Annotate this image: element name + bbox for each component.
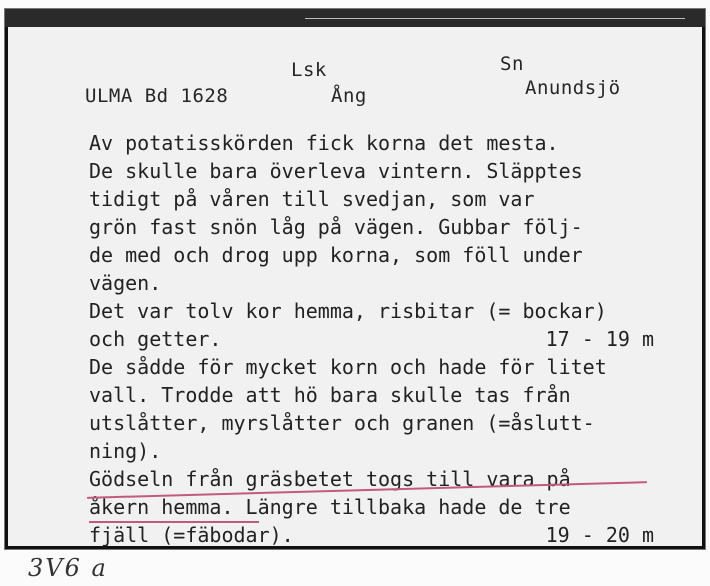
page-reference: 17 - 19 m — [545, 327, 654, 351]
text-line: vall. Trodde att hö bara skulle tas från — [89, 383, 571, 407]
lsk-value: Ång — [331, 85, 367, 107]
text-line: De skulle bara överleva vintern. Släpptes — [89, 159, 583, 183]
text-line: åkern hemma. Längre tillbaka hade de tre — [89, 495, 571, 519]
text-line: fjäll (=fäbodar). 19 - 20 m — [89, 523, 654, 547]
page-reference: 19 - 20 m — [545, 523, 654, 547]
card-top-border — [5, 9, 705, 27]
sn-value: Anundsjö — [525, 77, 621, 99]
text-line: ning). — [89, 439, 162, 463]
underline-mark — [89, 521, 259, 523]
text-line: De sådde för mycket korn och hade för litet — [89, 355, 607, 379]
top-rule — [305, 18, 685, 19]
text-line: Det var tolv kor hemma, risbitar (= bockar) — [89, 299, 607, 323]
text-line: tidigt på våren till svedjan, som var — [89, 187, 535, 211]
text-line: Av potatisskörden fick korna det mesta. — [89, 131, 559, 155]
lsk-label: Lsk — [291, 59, 327, 81]
sn-label: Sn — [500, 53, 524, 75]
text-line: Gödseln från gräsbetet togs till vara på — [89, 467, 571, 491]
card-text — [89, 129, 699, 549]
text-line: grön fast snön låg på vägen. Gubbar följ- — [89, 215, 583, 239]
archive-card — [4, 8, 706, 550]
text-line: vägen. — [89, 271, 162, 295]
handwritten-note: 3V6 a — [28, 554, 108, 582]
text-line: utslåtter, myrslåtter och granen (=åslutt- — [89, 411, 595, 435]
text-line: de med och drog upp korna, som föll under — [89, 243, 583, 267]
text-line: och getter. 17 - 19 m — [89, 327, 654, 351]
source-reference: ULMA Bd 1628 — [85, 85, 229, 107]
